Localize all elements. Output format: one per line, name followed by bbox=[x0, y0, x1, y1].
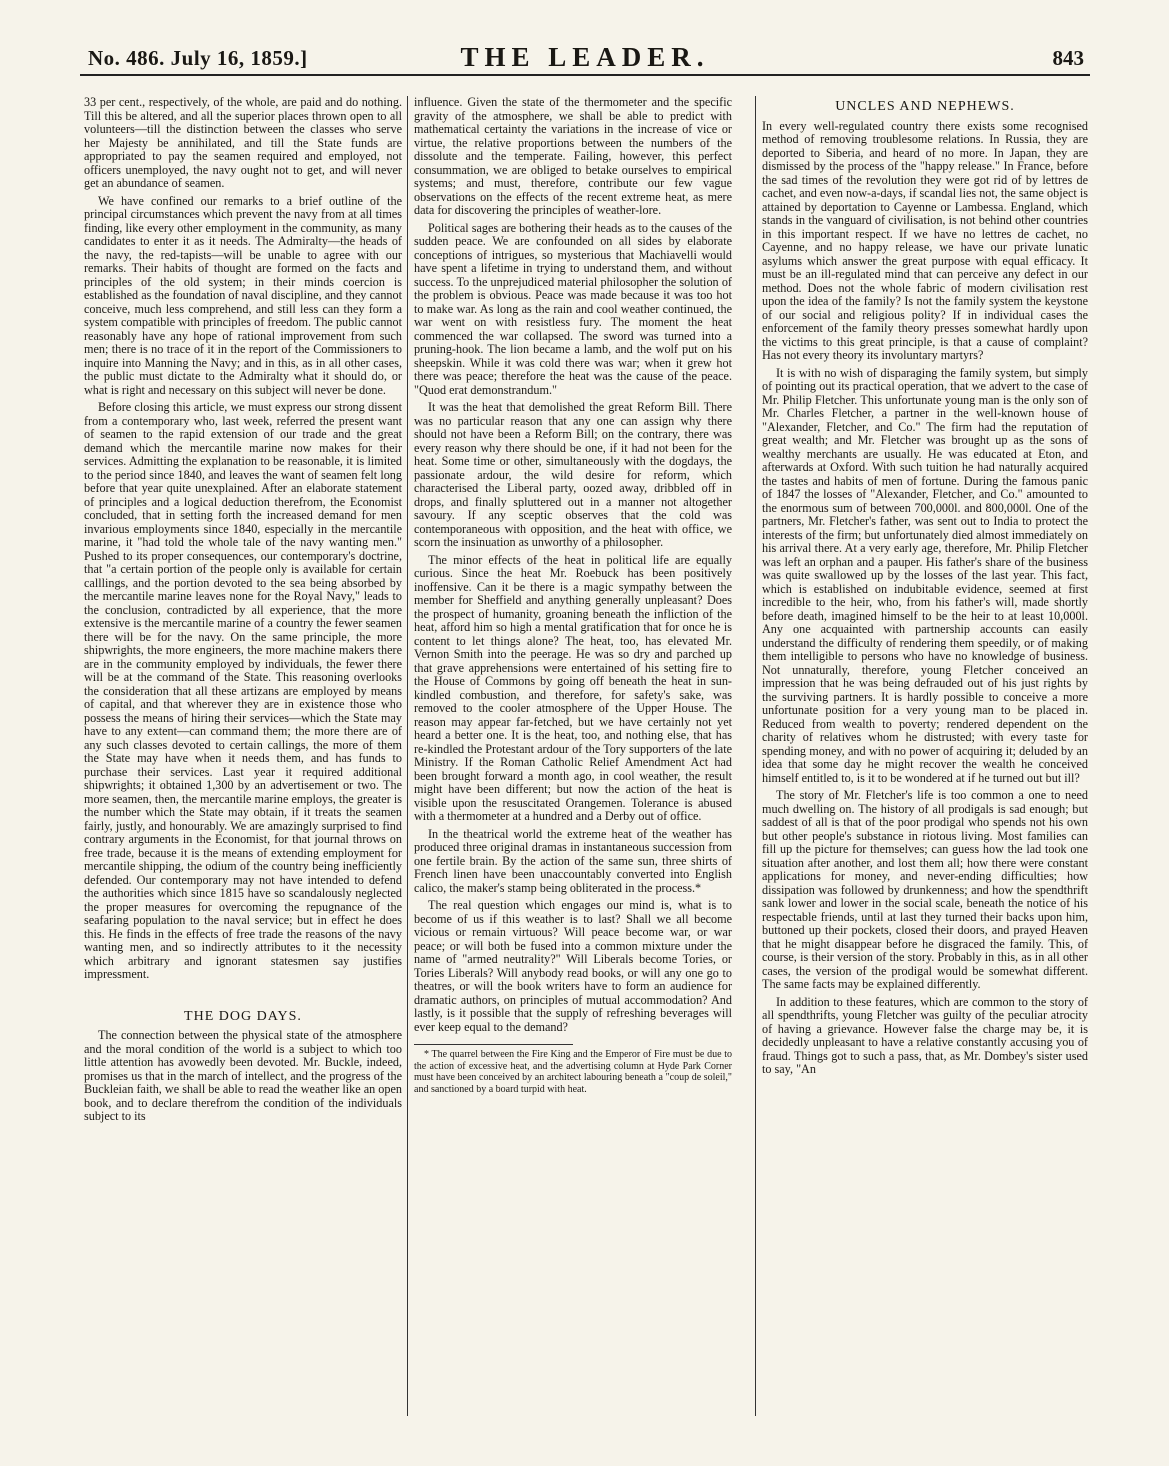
footnote-rule bbox=[414, 1044, 573, 1045]
article-paragraph: We have confined our remarks to a brief outline of the principal circumstances which prevent the navy from at all times finding, like every other employment in the community, as many candidates to enter it as it needs. The Admiralty—the heads of the navy, the red-tapists—will be unable to agree with our remarks. Their habits of thought are formed on the facts and principles of the old system; in their minds coercion is established as the foundation of naval discipline, and they cannot conceive, much less comprehend, and still less can they form a system compatible with principles of freedom. The public cannot reasonably have any hope of rational improvement from such men; there is no trace of it in the report of the Commissioners to inquire into Manning the Navy; and in this, as in all other cases, the public must dictate to the Admiralty what it should do, or what is right and necessary on this subject will never be done. bbox=[84, 193, 402, 397]
column-divider bbox=[755, 96, 756, 1416]
issue-date: No. 486. July 16, 1859.] bbox=[88, 46, 308, 70]
article-paragraph: In addition to these features, which are common to the story of all spendthrifts, young Fletcher was guilty of the peculiar atrocity of having a grievance. However false the charge may be, it is decidedly unpleasant to have a relative constantly accusing you of fraud. Things got to such a pass, that, as Mr. Dombey's sister used to say, "An bbox=[762, 994, 1088, 1076]
article-paragraph: The real question which engages our mind is, what is to become of us if this weather is to last? Shall we all become vicious or remain virtuous? Will peace become war, or war peace; or will both be fused into a common mixture under the name of "armed neutrality?" Will Liberals become Tories, or Tories Liberals? Will anybody read books, or will any one go to theatres, or will the book writers have to form an audience for dramatic authors, on principles of mutual accommodation? And lastly, is it possible that the supply of refreshing beverages will ever keep equal to the demand? bbox=[414, 898, 732, 1034]
article-paragraph: The connection between the physical state of the atmosphere and the moral condition of the world is a subject to which too little attention has avowedly been devoted. Mr. Buckle, indeed, promises us that in the march of intellect, and the progress of the Buckleian faith, we shall be able to read the weather like an open book, and to declare therefrom the condition of the individuals subject to its bbox=[84, 1028, 402, 1123]
article-paragraph: Before closing this article, we must express our strong dissent from a contemporary who, last week, referred the present want of seamen to the rapid extension of our trade and the great demand which the mercantile marine now makes for their services. Admitting the explanation to be reasonable, it is limited to the period since 1840, and leaves the want of seamen felt long before that year quite unexplained. After an elaborate statement of principles and a logical deduction therefrom, the Economist concluded, that in setting forth the increased demand for men invarious employments since 1840, especially in the mercantile marine, it "had told the whole tale of the navy wanting men." Pushed to its proper consequences, our contemporary's doctrine, that "a certain portion of the people only is available for certain calllings, and the portion devoted to the sea being absorbed by the mercantile marine leaves none for the Royal Navy," leads to the conclusion, contradicted by all experience, that the more extensive is the mercantile marine of a country the fewer seamen there will be for the navy. On the same principle, the more shipwrights, the more engineers, the more machine makers there are in the community employed by individuals, the fewer there will be at the command of the State. This reasoning overlooks the consideration that all these artizans are employed by means of capital, and that wherever they are in existence those who possess the means of hiring their services—which the State may have to any extent—can command them; the more there are of any such classes devoted to certain callings, the more of them the State may have when it needs them, and has funds to purchase their services. Last year it required additional shipwrights; it obtained 1,300 by an advertisement or two. The more seamen, then, the mercantile marine employs, the greater is the number which the State may obtain, if it treats the seamen fairly, justly, and honourably. We are amazingly surprised to find contrary arguments in the Economist, for that journal throws on free trade, because it is the means of extending employment for mercantile shipping, the odium of the country being inefficiently defended. Our contemporary may not have intended to defend the authorities which since 1815 have so scandalously neglected the proper measures for overcoming the repugnance of the seafaring population to the naval service; but in effect he does this. He finds in the effects of free trade the reasons of the navy wanting men, and so indirectly attributes to it the necessity which arbitrary and ignorant statesmen say justifies impressment. bbox=[84, 400, 402, 981]
column-1 bbox=[84, 96, 402, 1426]
column-3 bbox=[762, 96, 1088, 1426]
newspaper-title: THE LEADER. bbox=[460, 42, 710, 72]
section-heading-dog-days: THE DOG DAYS. bbox=[184, 1008, 302, 1024]
article-paragraph: In the theatrical world the extreme heat of the weather has produced three original dramas in instantaneous succession from one fertile brain. By the action of the same sun, three shirts of French linen have been unaccountably converted into English calico, the maker's stamp being obliterated in the process.* bbox=[414, 826, 732, 895]
article-paragraph: influence. Given the state of the thermometer and the specific gravity of the atmosphere, we shall be able to predict with mathematical certainty the variations in the increase of vice or virtue, the relative proportions between the numbers of the dissolute and the temperate. Failing, however, this perfect consummation, we are obliged to betake ourselves to empirical systems; and must, therefore, contribute our few vague observations on the effects of the recent extreme heat, as mere data for discovering the principles of weather-lore. bbox=[414, 96, 732, 217]
article-paragraph: The story of Mr. Fletcher's life is too common a one to need much dwelling on. The history of all prodigals is sad enough; but saddest of all is that of the poor prodigal who spends not his own but other people's substance in riotous living. Most families can fill up the picture for themselves; can guess how the lad took one situation after another, and lost them all; how there were constant applications for money, and never-ending difficulties; how dissipation was followed by drunkenness; and how the spendthrift sank lower and lower in the social scale, beneath the notice of his respectable friends, until at last they turned their backs upon him, buttoned up their pockets, closed their doors, and prayed Heaven that he might disappear before he disgraced the family. This, of course, is their version of the story. Probably in this, as in all other cases, the version of the prodigal would be somewhat different. The same facts may be explained differently. bbox=[762, 788, 1088, 991]
masthead bbox=[80, 40, 1090, 76]
article-paragraph: Political sages are bothering their heads as to the causes of the sudden peace. We are confounded on all sides by elaborate conceptions of intrigues, so mysterious that Machiavelli would have spent a lifetime in trying to understand them, and without success. To the unprejudiced material philosopher the solution of the problem is obvious. Peace was made because it was too hot to make war. As long as the rain and cool weather continued, the war went on with resistless fury. The moment the heat commenced the war collapsed. The sword was turned into a pruning-hook. The lion became a lamb, and the wolf put on his sheepskin. While it was cold there was war; when it grew hot there was peace; therefore the heat was the cause of the peace. "Quod erat demonstrandum." bbox=[414, 220, 732, 397]
page-number: 843 bbox=[1052, 46, 1084, 70]
section-heading-uncles-nephews: UNCLES AND NEPHEWS. bbox=[835, 99, 1015, 114]
article-paragraph: It is with no wish of disparaging the family system, but simply of pointing out its practical operation, that we advert to the case of Mr. Philip Fletcher. This unfortunate young man is the only son of Mr. Charles Fletcher, a partner in the well-known house of "Alexander, Fletcher, and Co." The firm had the reputation of great wealth; and Mr. Fletcher was brought up as the sons of wealthy merchants are usually. He was educated at Eton, and afterwards at Oxford. With such tuition he had naturally acquired the tastes and habits of men of fortune. During the famous panic of 1847 the losses of "Alexander, Fletcher, and Co." amounted to the enormous sum of between 700,000l. and 800,000l. One of the partners, Mr. Fletcher's father, was sent out to India to protect the interests of the firm; but unfortunately died almost immediately on his arrival there. At a very early age, therefore, Mr. Philip Fletcher was left an orphan and a pauper. His father's share of the business was quite swallowed up by the losses of the last year. This fact, which is established on indubitable evidence, seemed at first incredible to the heir, who, from his father's will, made shortly before death, imagined himself to be the heir to at least 10,000l. Any one acquainted with partnership accounts can easily understand the difficulty of rendering them speedily, or of making them intelligible to persons who have no knowledge of business. Not unnaturally, therefore, young Fletcher conceived an impression that he was being defrauded out of his just rights by the surviving partners. It is hardly possible to conceive a more unfortunate position for a very young man to be placed in. Reduced from wealth to poverty; rendered dependent on the charity of relatives whom he distrusted; with every taste for spending money, and with no power of acquiring it; deluded by an idea that some day he might recover the wealth he conceived himself entitled to, is it to be wondered at if he turned out but ill? bbox=[762, 365, 1088, 785]
footnote: * The quarrel between the Fire King and the Emperor of Fire must be due to the action of excessive heat, and the advertising column at Hyde Park Corner must have been conceived by an architect labouring beneath a "coup de soleil," and sanctioned by a board turpid with heat. bbox=[414, 1049, 732, 1095]
article-paragraph: It was the heat that demolished the great Reform Bill. There was no particular reason that any one can assign why there should not have been a Reform Bill; on the contrary, there was every reason why there should be one, if it had not been for the heat. Some time or other, simultaneously with the dogdays, the passionate ardour, the wild desire for reform, which characterised the Liberal party, oozed away, dribbled off in drops, and finally spluttered out in a manner not altogether savoury. If any sceptic observes that the cold was contemporaneous with opposition, and the heat with office, we scorn the insinuation as unworthy of a philosopher. bbox=[414, 400, 732, 549]
article-paragraph: In every well-regulated country there exists some recognised method of removing troublesome relations. In Russia, they are deported to Siberia, and heard of no more. In Japan, they are dismissed by the process of the "happy release." In France, before the sad times of the revolution they were got rid of by lettres de cachet, and even now-a-days, if scandal lies not, the same object is attained by deportation to Cayenne or Lambessa. England, which stands in the vanguard of civilisation, is not behind other countries in this important respect. If we have no lettres de cachet, no Cayenne, and no happy release, we have our private lunatic asylums which answer the great purpose with equal efficacy. It must be an ill-regulated mind that can perceive any defect in our method. Does not the whole fabric of modern civilisation rest upon the idea of the family? Is not the family system the keystone of our social and religious polity? If in individual cases the enforcement of the family theory presses somewhat hardly upon the victims to this great principle, is that a cause of complaint? Has not every theory its involuntary martyrs? bbox=[762, 118, 1088, 362]
column-divider bbox=[407, 96, 408, 1416]
article-paragraph: 33 per cent., respectively, of the whole, are paid and do nothing. Till this be altered, and all the superior places thrown open to all volunteers—till the distinction between the classes who serve her Majesty be annihilated, and till the State funds are appropriated to pay the seamen required and employed, not officers unemployed, the navy ought not to get, and will never get an abundance of seamen. bbox=[84, 96, 402, 190]
article-paragraph: The minor effects of the heat in political life are equally curious. Since the heat Mr. Roebuck has been positively inoffensive. Can it be there is a magic sympathy between the member for Sheffield and anything generally unpleasant? Does the prospect of humanity, groaning beneath the infliction of the heat, afford him so high a mental gratification that for once he is content to let things alone? The heat, too, has elevated Mr. Vernon Smith into the peerage. He was so dry and parched up that grave apprehensions were entertained of his setting fire to the House of Commons by going off beneath the heat in sun-kindled combustion, and therefore, for safety's sake, was removed to the cooler atmosphere of the Upper House. The reason may appear far-fetched, but we have certainly not yet heard a better one. It is the heat, too, and nothing else, that has re-kindled the Protestant ardour of the Tory supporters of the late Ministry. If the Roman Catholic Relief Amendment Act had been brought forward a month ago, in cool weather, the result might have been different; but now the action of the heat is visible upon the resuscitated Orangemen. Tolerance is abused with a thermometer at a hundred and a Derby out of office. bbox=[414, 552, 732, 823]
column-2 bbox=[414, 96, 732, 1426]
